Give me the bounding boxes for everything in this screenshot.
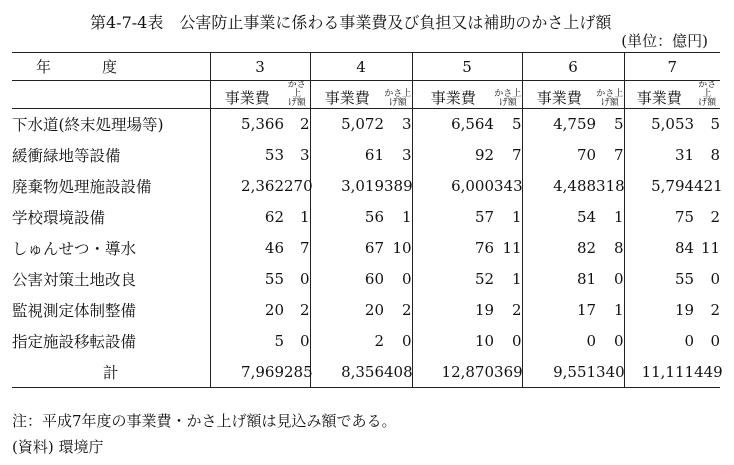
header-jigyo: 事業費 xyxy=(624,81,694,109)
cell-kasa: 7 xyxy=(614,146,624,164)
cell-jigyo: 67 xyxy=(310,233,384,264)
header-kasa xyxy=(596,81,624,109)
cell-kasa: 2 xyxy=(401,301,412,319)
cell-jigyo: 2,362 xyxy=(210,171,284,202)
cell-kasa: 5 xyxy=(512,115,522,134)
table-body xyxy=(12,109,723,388)
cell-jigyo: 60 xyxy=(310,264,384,295)
cell-kasa: 3 xyxy=(299,146,310,164)
cell-jigyo: 70 xyxy=(522,140,596,171)
cell-kasa: 8 xyxy=(614,239,624,257)
header-kasa-line2: げ額 xyxy=(600,98,619,108)
cell-jigyo: 31 xyxy=(624,140,694,171)
cell-jigyo: 81 xyxy=(522,264,596,295)
cell-jigyo: 20 xyxy=(310,295,384,326)
cell-kasa: 3 xyxy=(401,115,412,134)
header-kasa-line2: げ額 xyxy=(388,98,407,108)
cell-kasa: 5 xyxy=(614,115,624,134)
cell-jigyo: 19 xyxy=(412,295,494,326)
cell-kasa: 421 xyxy=(694,177,723,195)
row-label: 公害対策土地改良 xyxy=(12,271,137,289)
cell-kasa: 0 xyxy=(299,332,310,350)
cell-kasa: 270 xyxy=(284,177,313,195)
table-row xyxy=(12,295,720,326)
cell-kasa: 389 xyxy=(384,177,413,195)
cell-kasa: 7 xyxy=(512,146,522,164)
cell-kasa: 318 xyxy=(596,177,625,195)
cell-jigyo: 20 xyxy=(210,295,284,326)
header-year-7: 7 xyxy=(624,53,720,81)
header-kasa-line2: げ額 xyxy=(287,98,306,108)
header-year-5: 5 xyxy=(412,53,522,81)
cell-kasa: 1 xyxy=(299,208,310,226)
total-row xyxy=(12,357,720,388)
cell-kasa: 11 xyxy=(700,239,721,257)
cell-jigyo: 5,053 xyxy=(624,109,694,140)
cell-kasa: 1 xyxy=(401,208,412,226)
cell-kasa: 0 xyxy=(512,332,522,350)
cell-jigyo: 92 xyxy=(412,140,494,171)
cell-kasa: 3 xyxy=(401,146,412,164)
header-kasa-line1: かさ上 xyxy=(596,89,624,99)
cell-jigyo: 0 xyxy=(522,326,596,357)
cell-jigyo: 54 xyxy=(522,202,596,233)
cell-jigyo: 52 xyxy=(412,264,494,295)
source-note: (資料) 環境庁 xyxy=(12,438,104,456)
header-sub-row xyxy=(12,81,720,109)
row-label: 指定施設移転設備 xyxy=(12,333,137,351)
cell-jigyo: 57 xyxy=(412,202,494,233)
cell-kasa: 343 xyxy=(494,177,523,195)
cell-jigyo: 61 xyxy=(310,140,384,171)
table-row xyxy=(12,264,720,295)
cell-jigyo: 6,564 xyxy=(412,109,494,140)
footnote: 注：平成7年度の事業費・かさ上げ額は見込み額である。 xyxy=(12,412,397,430)
cell-kasa: 0 xyxy=(710,270,721,288)
cell-jigyo: 4,488 xyxy=(522,171,596,202)
cell-kasa: 2 xyxy=(299,115,310,134)
cell-kasa: 1 xyxy=(614,301,624,319)
header-kasa xyxy=(384,81,412,109)
cell-jigyo: 6,000 xyxy=(412,171,494,202)
cell-jigyo: 9,551 xyxy=(522,357,596,388)
cell-jigyo: 17 xyxy=(522,295,596,326)
cell-jigyo: 10 xyxy=(412,326,494,357)
cell-kasa: 1 xyxy=(614,208,624,226)
cell-jigyo: 75 xyxy=(624,202,694,233)
cell-jigyo: 8,356 xyxy=(310,357,384,388)
header-kasa xyxy=(494,81,522,109)
cell-kasa: 2 xyxy=(512,301,522,319)
cell-kasa: 0 xyxy=(401,270,412,288)
header-kasa xyxy=(284,81,310,109)
cell-jigyo: 3,019 xyxy=(310,171,384,202)
cell-kasa: 5 xyxy=(710,115,721,134)
table-row xyxy=(12,171,720,202)
cell-jigyo: 12,870 xyxy=(412,357,494,388)
header-jigyo: 事業費 xyxy=(522,81,596,109)
header-year-3: 3 xyxy=(210,53,310,81)
unit-label: (単位：億円) xyxy=(621,32,708,50)
header-kasa-line1: かさ上 xyxy=(287,80,306,99)
cell-jigyo: 5,794 xyxy=(624,171,694,202)
cell-jigyo: 56 xyxy=(310,202,384,233)
header-year-row xyxy=(12,53,720,81)
cell-jigyo: 53 xyxy=(210,140,284,171)
row-label: 廃棄物処理施設設備 xyxy=(12,178,152,196)
cell-jigyo: 62 xyxy=(210,202,284,233)
cell-kasa: 0 xyxy=(299,270,310,288)
cell-jigyo: 5,366 xyxy=(210,109,284,140)
header-nendo: 年 度 xyxy=(12,53,210,81)
cell-kasa: 2 xyxy=(299,301,310,319)
cell-jigyo: 11,111 xyxy=(624,357,694,388)
row-label: 緩衝緑地等設備 xyxy=(12,147,121,165)
cell-jigyo: 82 xyxy=(522,233,596,264)
row-label: 下水道(終末処理場等) xyxy=(12,116,164,135)
cell-kasa: 408 xyxy=(384,357,412,388)
cell-kasa: 0 xyxy=(401,332,412,350)
cell-kasa: 0 xyxy=(614,270,624,288)
cell-kasa: 449 xyxy=(694,357,720,388)
cell-kasa: 1 xyxy=(512,208,522,226)
cell-kasa: 2 xyxy=(710,301,721,319)
cell-jigyo: 2 xyxy=(310,326,384,357)
row-label: しゅんせつ・導水 xyxy=(12,240,137,258)
cell-kasa: 369 xyxy=(494,357,522,388)
header-jigyo: 事業費 xyxy=(412,81,494,109)
cell-jigyo: 0 xyxy=(624,326,694,357)
cell-jigyo: 84 xyxy=(624,233,694,264)
table-row xyxy=(12,109,720,140)
cell-kasa: 11 xyxy=(502,239,522,257)
cell-kasa: 0 xyxy=(710,332,721,350)
cell-jigyo: 46 xyxy=(210,233,284,264)
row-label: 監視測定体制整備 xyxy=(12,302,137,320)
header-year-4: 4 xyxy=(310,53,412,81)
header-kasa-line2: げ額 xyxy=(498,98,517,108)
data-table xyxy=(12,52,723,388)
cell-jigyo: 76 xyxy=(412,233,494,264)
table-row xyxy=(12,202,720,233)
header-blank xyxy=(12,81,210,109)
cell-kasa: 2 xyxy=(710,208,721,226)
header-kasa-line1: かさ上 xyxy=(494,89,522,99)
table-row xyxy=(12,233,720,264)
cell-kasa: 0 xyxy=(614,332,624,350)
cell-jigyo: 5 xyxy=(210,326,284,357)
cell-jigyo: 55 xyxy=(624,264,694,295)
header-jigyo: 事業費 xyxy=(210,81,284,109)
table-row xyxy=(12,326,720,357)
cell-jigyo: 5,072 xyxy=(310,109,384,140)
header-kasa-line1: かさ上 xyxy=(698,80,717,99)
cell-kasa: 8 xyxy=(710,146,721,164)
cell-jigyo: 4,759 xyxy=(522,109,596,140)
table-title: 第4-7-4表 公害防止事業に係わる事業費及び負担又は補助のかさ上げ額 xyxy=(90,13,612,32)
cell-jigyo: 19 xyxy=(624,295,694,326)
total-label: 計 xyxy=(12,357,210,388)
cell-kasa: 10 xyxy=(392,239,412,257)
header-kasa-line2: げ額 xyxy=(698,98,717,108)
header-jigyo: 事業費 xyxy=(310,81,384,109)
table-row xyxy=(12,140,720,171)
header-kasa xyxy=(694,81,720,109)
cell-kasa: 285 xyxy=(284,357,310,388)
cell-kasa: 1 xyxy=(512,270,522,288)
cell-jigyo: 7,969 xyxy=(210,357,284,388)
cell-jigyo: 55 xyxy=(210,264,284,295)
row-label: 学校環境設備 xyxy=(12,209,106,227)
header-year-6: 6 xyxy=(522,53,624,81)
header-kasa-line1: かさ上 xyxy=(384,89,412,99)
cell-kasa: 340 xyxy=(596,357,624,388)
cell-kasa: 7 xyxy=(299,239,310,257)
